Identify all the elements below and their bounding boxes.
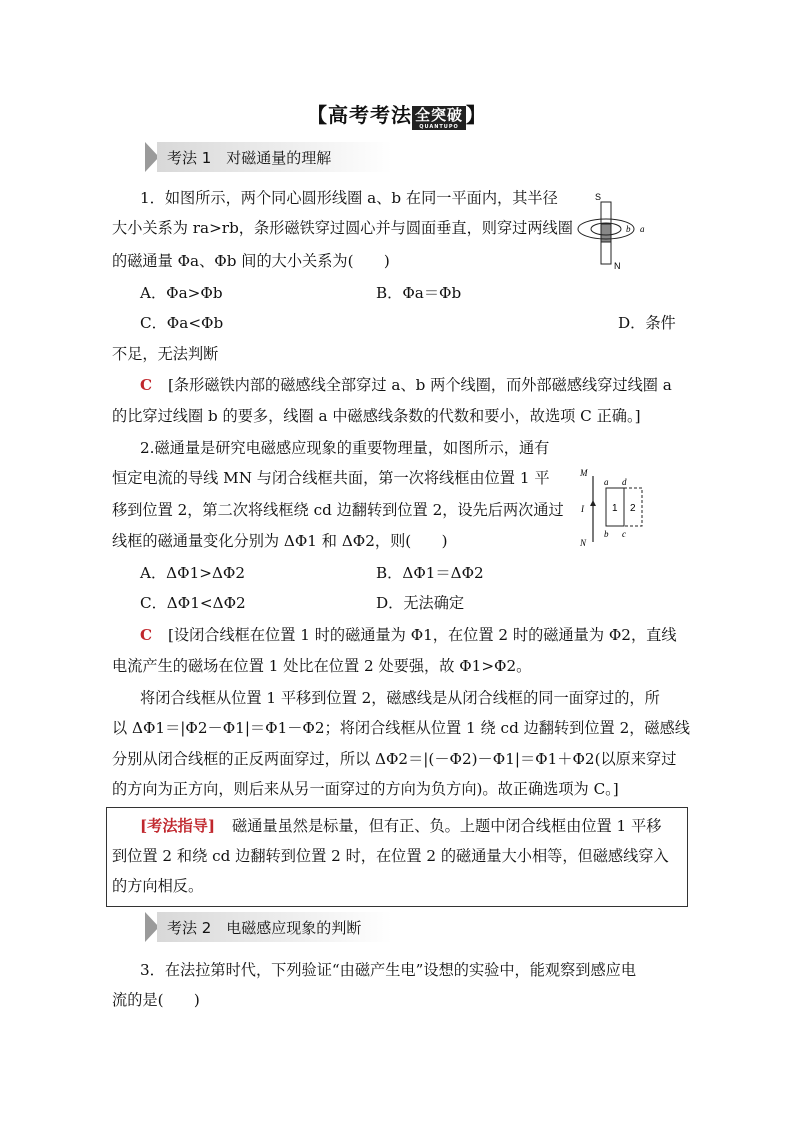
guide-line-2: 到位置 2 和绕 cd 边翻转到位置 2 时，在位置 2 的磁通量大小相等，但磁感线穿入	[112, 847, 669, 865]
label-position-2: 2	[630, 503, 636, 514]
label-a: a	[640, 224, 645, 234]
current-arrow-icon	[590, 500, 596, 506]
q2-figure	[576, 466, 656, 552]
q2-answer: C	[140, 626, 153, 644]
q1-option-d-cont: 不足，无法判断	[112, 345, 219, 363]
label-b: b	[604, 529, 609, 539]
q2-line-2: 恒定电流的导线 MN 与闭合线框共面，第一次将线框由位置 1 平	[112, 469, 550, 487]
q2-explanation-6: 的方向为正方向，则后来从另一面穿过的方向为负方向)。故正确选项为 C。]	[112, 780, 619, 798]
label-n: N	[580, 538, 587, 548]
label-position-1: 1	[612, 503, 618, 514]
header-close: 】	[466, 103, 487, 127]
q3-line-1: 3．在法拉第时代，下列验证“由磁产生电”设想的实验中，能观察到感应电	[140, 961, 637, 979]
q2-explanation-1: [设闭合线框在位置 1 时的磁通量为 Φ1，在位置 2 时的磁通量为 Φ2，直线	[168, 626, 677, 644]
guide-tag: [考法指导]	[140, 817, 216, 835]
q1-figure	[570, 188, 660, 272]
guide-line-1: 磁通量虽然是标量，但有正、负。上题中闭合线框由位置 1 平移	[232, 817, 662, 835]
q1-option-d: D．条件	[618, 314, 676, 332]
q1-option-c: C．Φa<Φb	[140, 314, 224, 332]
label-s: S	[595, 192, 602, 202]
header-badge-sub: QUANTUPO	[412, 124, 466, 130]
q2-option-a: A．ΔΦ1>ΔΦ2	[140, 564, 246, 582]
label-c: c	[622, 529, 626, 539]
header-title: 【高考考法	[306, 103, 412, 127]
label-a: a	[604, 477, 609, 487]
q2-option-b: B．ΔΦ1＝ΔΦ2	[376, 564, 484, 582]
q2-line-4: 线框的磁通量变化分别为 ΔΦ1 和 ΔΦ2，则( )	[112, 532, 448, 550]
label-n: N	[614, 261, 621, 271]
label-d: d	[622, 477, 627, 487]
label-b: b	[626, 224, 631, 234]
page-header	[0, 99, 794, 128]
q1-line-2: 大小关系为 ra>rb，条形磁铁穿过圆心并与圆面垂直，则穿过两线圈	[112, 219, 573, 237]
q2-explanation-2: 电流产生的磁场在位置 1 处比在位置 2 处要强，故 Φ1>Φ2。	[112, 657, 532, 675]
q1-option-b: B．Φa＝Φb	[376, 284, 462, 302]
label-i: I	[581, 504, 584, 514]
q1-line-3: 的磁通量 Φa、Φb 间的大小关系为( )	[112, 252, 390, 270]
q2-line-3: 移到位置 2，第二次将线框绕 cd 边翻转到位置 2，设先后两次通过	[112, 501, 564, 519]
q2-line-1: 2.磁通量是研究电磁感应现象的重要物理量，如图所示，通有	[140, 439, 550, 457]
label-m: M	[580, 468, 588, 478]
header-badge: 全突破 QUANTUPO	[412, 106, 466, 124]
q1-line-1: 1．如图所示，两个同心圆形线圈 a、b 在同一平面内，其半径	[140, 189, 558, 207]
q2-option-d: D．无法确定	[376, 594, 465, 612]
section-1-label: 考法 1 对磁通量的理解	[167, 149, 332, 167]
q1-explanation-2: 的比穿过线圈 b 的要多，线圈 a 中磁感线条数的代数和要小，故选项 C 正确。]	[112, 407, 641, 425]
q2-option-c: C．ΔΦ1<ΔΦ2	[140, 594, 246, 612]
q2-explanation-3: 将闭合线框从位置 1 平移到位置 2，磁感线是从闭合线框的同一面穿过的，所	[140, 689, 660, 707]
guide-line-3: 的方向相反。	[112, 877, 204, 895]
q1-option-a: A．Φa>Φb	[140, 284, 223, 302]
q1-explanation-1: [条形磁铁内部的磁感线全部穿过 a、b 两个线圈，而外部磁感线穿过线圈 a	[168, 376, 672, 394]
section-2-label: 考法 2 电磁感应现象的判断	[167, 919, 362, 937]
q2-explanation-5: 分别从闭合线框的正反两面穿过，所以 ΔΦ2＝|(－Φ2)－Φ1|＝Φ1＋Φ2(以原来穿过	[112, 750, 677, 768]
q1-answer: C	[140, 376, 153, 394]
q3-line-2: 流的是( )	[112, 991, 200, 1009]
q2-explanation-4: 以 ΔΦ1＝|Φ2－Φ1|＝Φ1－Φ2；将闭合线框从位置 1 绕 cd 边翻转到位置 2，磁感线	[112, 719, 690, 737]
